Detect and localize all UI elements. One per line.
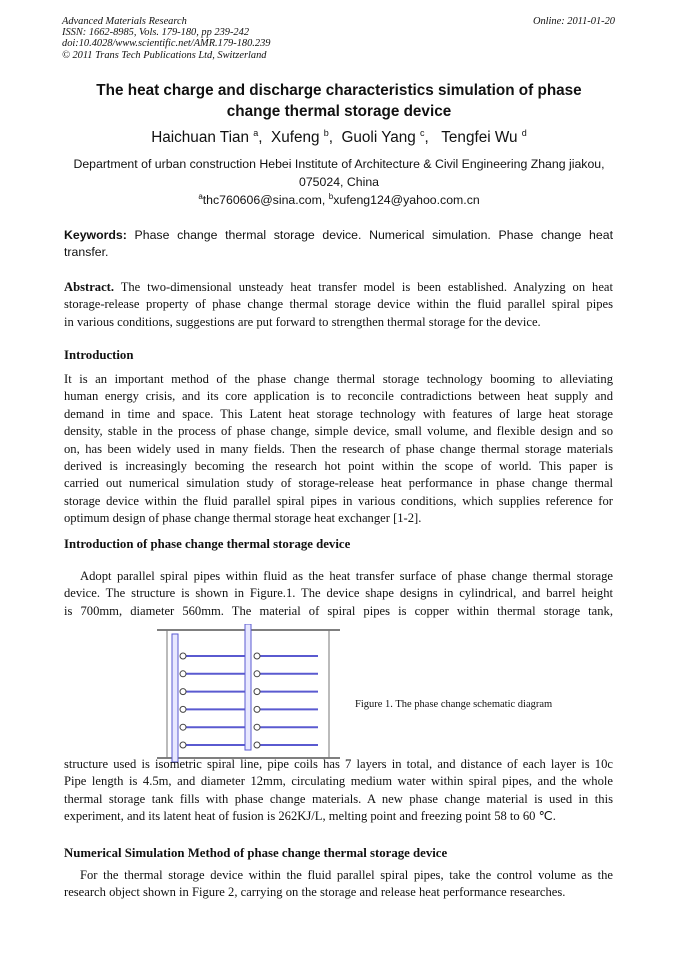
- line-text: device. The structure is shown in Figure.1. The device shape designs in cylindrical, and barrel height: [64, 586, 613, 601]
- text-line: [64, 441, 613, 458]
- author-sup: d: [521, 128, 527, 138]
- affiliation-line: Department of urban construction Hebei Institute of Architecture & Civil Engineering Zhang jiakou,: [73, 157, 605, 171]
- label: Abstract.: [64, 280, 115, 294]
- author: Guoli Yang: [341, 129, 416, 147]
- email-sup: a: [198, 192, 203, 201]
- line-text: optimum design of phase change thermal storage heat exchanger [1-2].: [64, 511, 422, 526]
- author-sup: c: [420, 128, 425, 138]
- author-sup: a: [253, 128, 259, 138]
- text-line: [64, 603, 613, 620]
- author: Haichuan Tian: [151, 129, 249, 147]
- inlet-pipe: [172, 634, 178, 762]
- affiliation: [40, 156, 638, 191]
- text-line: [64, 585, 613, 602]
- text-line: [64, 867, 613, 884]
- issn: ISSN: 1662-8985, Vols. 179-180, pp 239-242: [62, 27, 250, 39]
- section-heading: Numerical Simulation Method of phase change thermal storage device: [64, 846, 448, 860]
- figure-caption: Figure 1. The phase change schematic diagram: [355, 699, 553, 710]
- numerical-paragraph: [64, 867, 613, 902]
- text-line: [64, 423, 613, 440]
- line-text: The two-dimensional unsteady heat transfer model is been established. Analyzing on heat: [120, 280, 614, 294]
- text-line: [64, 227, 613, 244]
- text-line: [64, 244, 613, 261]
- line-text: transfer.: [64, 245, 109, 260]
- line-text: density, stable in the process of phase change, simple device, small volume, and flexible design and so: [64, 424, 613, 439]
- email-link[interactable]: thc760606@sina.com: [202, 193, 322, 208]
- email-sup: b: [328, 192, 334, 201]
- pipe-fitting: [180, 724, 186, 730]
- figure-1-diagram: [155, 624, 345, 764]
- intro-paragraph: [64, 371, 613, 528]
- line-text: in various conditions, suggestions are put forward to strengthen thermal storage for the device.: [64, 314, 541, 329]
- author-list: Haichuan Tian $^a$, Xufeng $^b$, Guoli Yang $^c$, Tengfei Wu $^d$: [151, 128, 527, 147]
- line-text: It is an important method of the phase change thermal storage technology booming to alleviating: [64, 372, 613, 386]
- line-text: storage device within the fluid parallel spiral pipes in various conditions, which supplies reference for: [64, 493, 613, 508]
- email-link[interactable]: xufeng124@yahoo.com.cn: [333, 193, 480, 208]
- title-line: change thermal storage device: [226, 103, 452, 120]
- text-line: [64, 279, 613, 296]
- affiliation-line: 075024, China: [299, 174, 379, 189]
- line-text: Pipe length is 4.5m, and diameter 12mm, circulating medium water within spiral pipes, and the whole: [64, 774, 613, 789]
- text-line: [64, 314, 613, 331]
- text-line: [64, 808, 613, 825]
- text-line: [64, 458, 613, 475]
- copyright: © 2011 Trans Tech Publications Ltd, Switzerland: [62, 49, 267, 61]
- section-heading: Introduction: [64, 348, 134, 362]
- line-text: demand in time and space. This Latent heat storage technology with features of large heat storage: [64, 406, 613, 421]
- text-line: [64, 296, 613, 313]
- line-text: For the thermal storage device within the fluid parallel spiral pipes, take the control volume as the: [80, 868, 613, 882]
- paper-title: [0, 80, 678, 122]
- line-text: experiment, and its latent heat of fusion is 262KJ/L, melting point and freezing point 58 to 60 ℃.: [64, 809, 556, 824]
- text-line: [64, 371, 613, 388]
- text-line: [64, 756, 613, 773]
- pipe-fitting: [180, 653, 186, 659]
- text-line: [64, 475, 613, 492]
- text-line: [64, 884, 613, 901]
- online-date: Online: 2011-01-20: [532, 16, 615, 27]
- doi: doi:10.4028/www.scientific.net/AMR.179-180.239: [62, 38, 271, 50]
- journal-header: [62, 16, 270, 61]
- pipe-fitting: [254, 742, 260, 748]
- author: Tengfei Wu: [441, 129, 518, 147]
- text-line: [64, 406, 613, 423]
- pipe-fitting: [254, 724, 260, 730]
- center-pipe: [245, 624, 251, 750]
- line-text: storage-release property of phase change thermal storage device within the fluid parallel spiral pipes: [64, 297, 613, 312]
- line-text: carried out numerical simulation study of storage-release heat performance in phase change thermal: [64, 476, 613, 491]
- text-line: [64, 493, 613, 510]
- label: Keywords:: [64, 228, 127, 242]
- line-text: Phase change thermal storage device. Numerical simulation. Phase change heat: [134, 228, 613, 242]
- line-text: research object shown in Figure 2, carrying on the storage and release heat performance researches.: [64, 885, 566, 900]
- line-text: Adopt parallel spiral pipes within fluid as the heat transfer surface of phase change thermal storage: [80, 569, 613, 583]
- keywords: [64, 227, 613, 262]
- text-line: [64, 773, 613, 790]
- text-line: [64, 388, 613, 405]
- abstract: [64, 279, 613, 331]
- pipe-fitting: [180, 689, 186, 695]
- line-text: is 700mm, diameter 560mm. The material of spiral pipes is copper within thermal storage tank,: [64, 603, 613, 618]
- author-sup: b: [323, 128, 329, 138]
- pipe-fitting: [254, 653, 260, 659]
- journal-name: Advanced Materials Research: [62, 16, 187, 27]
- section-heading: Introduction of phase change thermal storage device: [64, 537, 351, 551]
- pipe-fitting: [180, 742, 186, 748]
- pipe-fitting: [254, 706, 260, 712]
- text-line: [64, 568, 613, 585]
- text-line: [64, 791, 613, 808]
- pipe-fitting: [254, 689, 260, 695]
- device-paragraph: [64, 568, 613, 620]
- title-line: The heat charge and discharge characteristics simulation of phase: [96, 82, 582, 99]
- emails: $^a$thc760606@sina.com, $^b$xufeng124@yahoo.com.cn: [198, 192, 480, 208]
- line-text: structure used is isometric spiral line, pipe coils has 7 layers in total, and distance of each layer is 10c: [64, 757, 613, 771]
- line-text: thermal storage tank fills with phase change materials. A new phase change material is used in this: [64, 791, 613, 806]
- text-line: [64, 510, 613, 527]
- pipe-fitting: [180, 671, 186, 677]
- pipe-fitting: [254, 671, 260, 677]
- device-paragraph-continued: [64, 756, 613, 826]
- line-text: on, has been widely used in many fields. Then the research of phase change thermal storage materials: [64, 441, 613, 456]
- line-text: derived is increasingly becoming the research hot point within the scope of world. This paper is: [64, 458, 613, 473]
- line-text: human energy crisis, and its core application is to reconcile contradictions between heat supply and: [64, 389, 613, 404]
- pipe-fitting: [180, 706, 186, 712]
- author: Xufeng: [271, 129, 320, 147]
